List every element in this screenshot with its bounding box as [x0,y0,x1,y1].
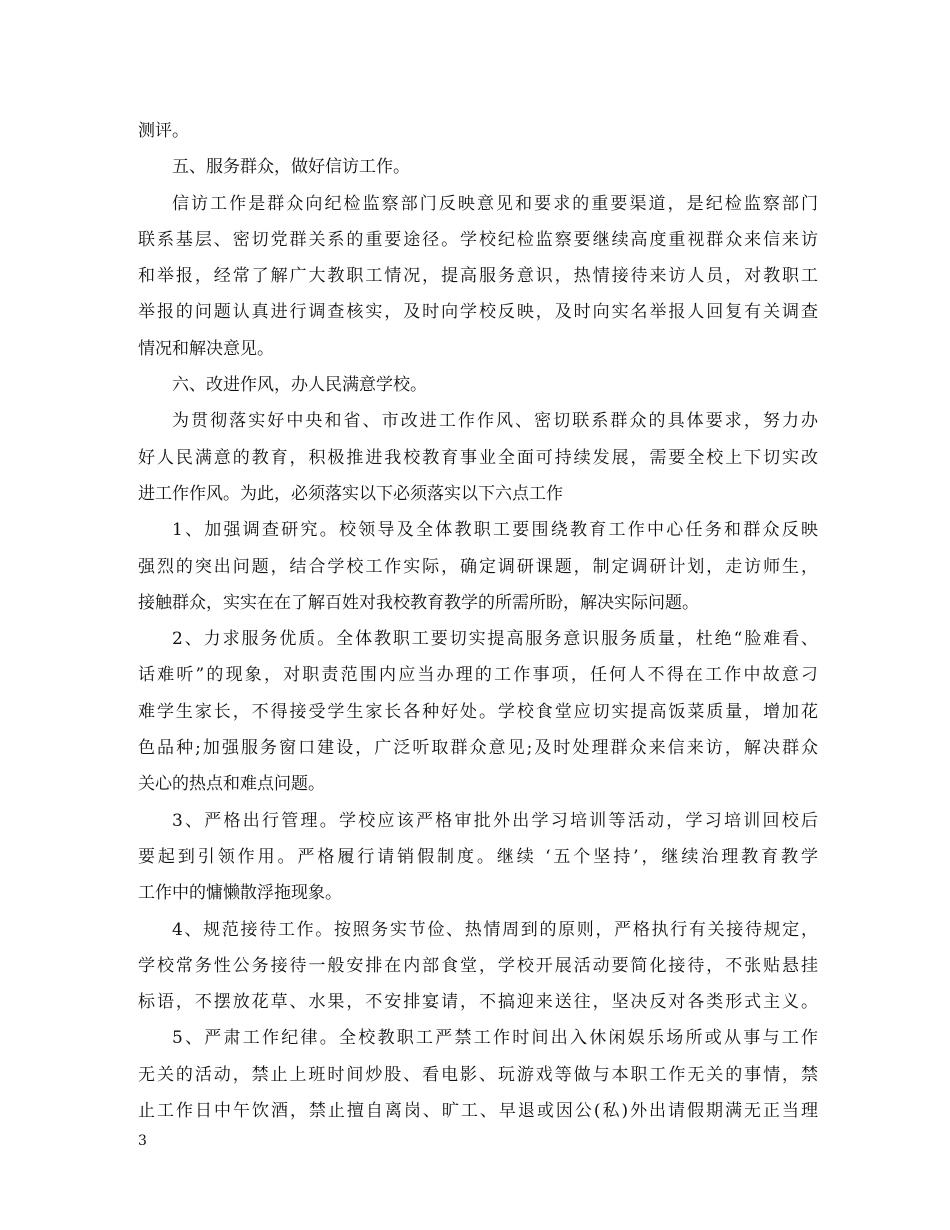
text-line: 标语，不摆放花草、水果，不安排宴请，不搞迎来送往，坚决反对各类形式主义。 [138,992,818,1013]
text-line: 好人民满意的教育，积极推进我校教育事业全面可持续发展，需要全校上下切实改 [138,447,818,468]
text-line: 进工作作风。为此，必须落实以下必须落实以下六点工作 [138,483,563,504]
body-text [138,113,818,1129]
text-line: 测评。 [138,121,189,141]
text-line: 接触群众，实实在在了解百姓对我校教育教学的所需所盼，解决实际问题。 [138,592,699,613]
text-line: 情况和解决意见。 [138,338,274,359]
page-number: 3 [138,1133,147,1149]
text-line: 色品种;加强服务窗口建设，广泛听取群众意见;及时处理群众来信来访，解决群众 [138,738,818,759]
text-line: 和举报，经常了解广大教职工情况，提高服务意识，热情接待来访人员，对教职工 [138,266,818,287]
text-line: 2、力求服务优质。全体教职工要切实提高服务意识服务质量，杜绝“脸难看、 [172,629,818,650]
text-line: 5、严肃工作纪律。全校教职工严禁工作时间出入休闲娱乐场所或从事与工作 [172,1028,818,1049]
text-line: 1、加强调查研究。校领导及全体教职工要围绕教育工作中心任务和群众反映 [172,520,818,541]
text-line: 为贯彻落实好中央和省、市改进工作作风、密切联系群众的具体要求，努力办 [172,411,818,432]
text-line: 联系基层、密切党群关系的重要途径。学校纪检监察要继续高度重视群众来信来访 [138,229,818,250]
text-line: 举报的问题认真进行调查核实，及时向学校反映，及时向实名举报人回复有关调查 [138,302,818,323]
text-line: 五、服务群众，做好信访工作。 [172,157,410,178]
text-line: 信访工作是群众向纪检监察部门反映意见和要求的重要渠道，是纪检监察部门 [172,193,818,214]
text-line: 关心的热点和难点问题。 [138,774,325,795]
text-line: 话难听”的现象，对职责范围内应当办理的工作事项，任何人不得在工作中故意刁 [138,665,818,686]
text-line: 工作中的慵懒散浮拖现象。 [138,883,342,904]
text-line: 4、规范接待工作。按照务实节俭、热情周到的原则，严格执行有关接待规定， [172,919,818,940]
text-line: 强烈的突出问题，结合学校工作实际，确定调研课题，制定调研计划，走访师生， [138,556,818,577]
text-line: 无关的活动，禁止上班时间炒股、看电影、玩游戏等做与本职工作无关的事情，禁 [138,1064,818,1085]
text-line: 学校常务性公务接待一般安排在内部食堂，学校开展活动要简化接待，不张贴悬挂 [138,955,818,976]
text-line: 要起到引领作用。严格履行请销假制度。继续 ‘五个坚持’，继续治理教育教学 [138,846,818,867]
text-line: 六、改进作风，办人民满意学校。 [172,375,427,396]
text-line: 难学生家长，不得接受学生家长各种好处。学校食堂应切实提高饭菜质量，增加花 [138,701,818,722]
text-line: 3、严格出行管理。学校应该严格审批外出学习培训等活动，学习培训回校后 [172,810,818,831]
text-line: 止工作日中午饮酒，禁止擅自离岗、旷工、早退或因公(私)外出请假期满无正当理 [138,1101,818,1122]
